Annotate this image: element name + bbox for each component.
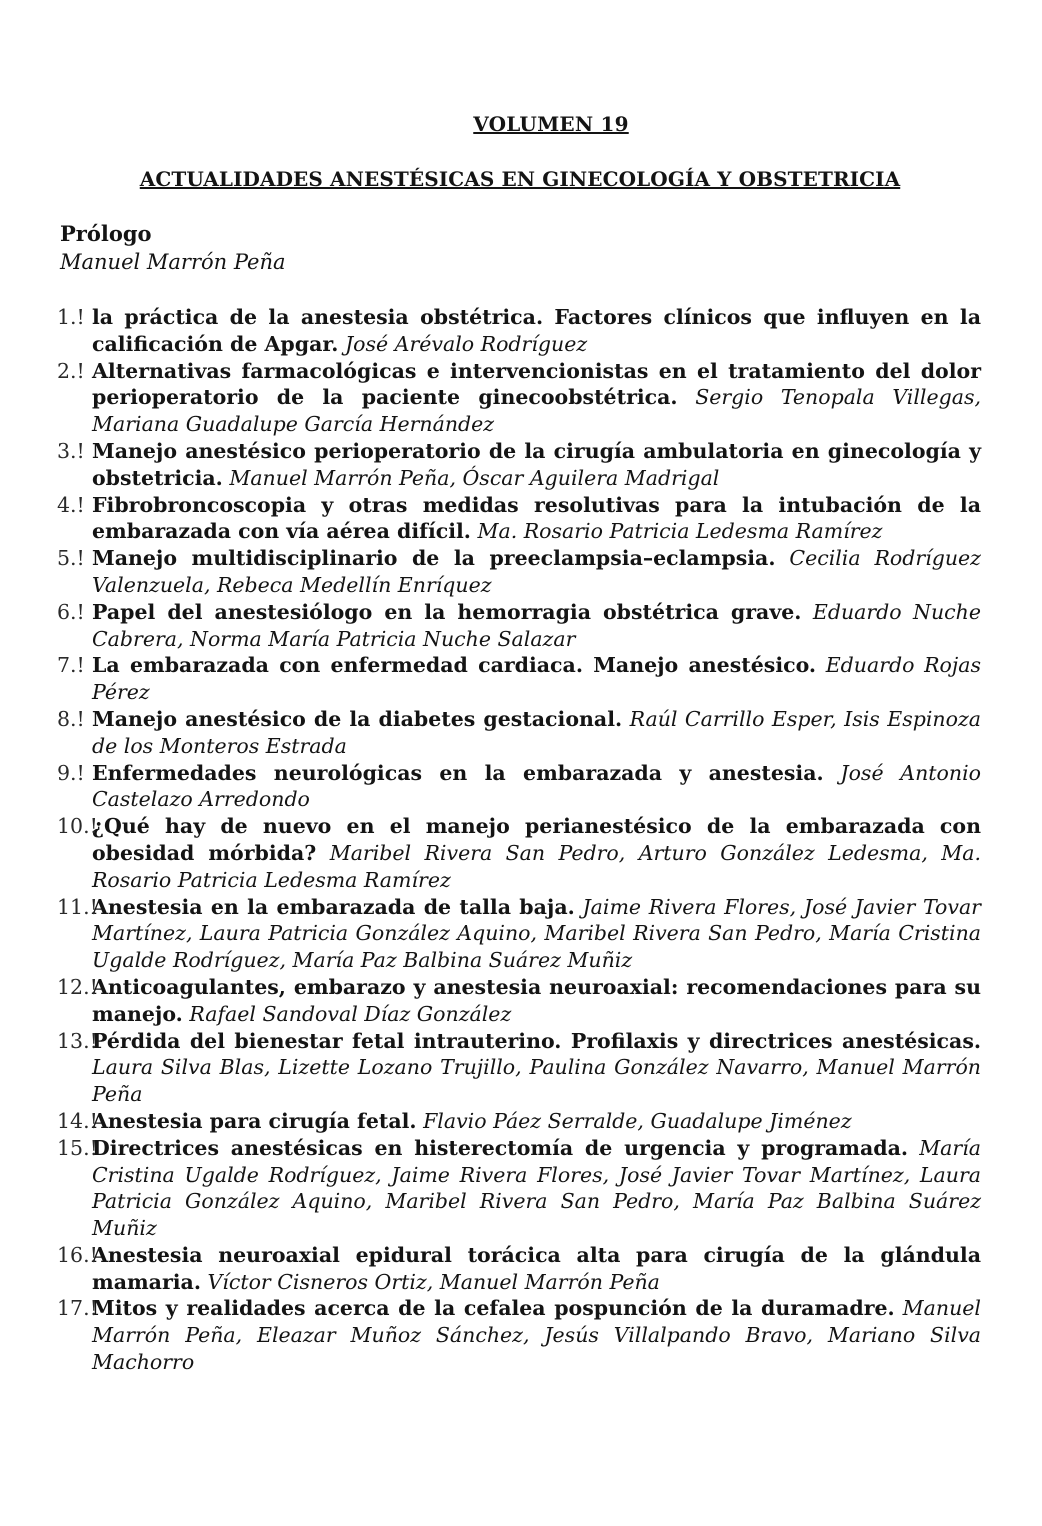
toc-entry-title: Enfermedades neurológicas en la embarazada y anestesia.	[92, 760, 824, 785]
toc-entry	[0, 492, 981, 546]
toc-entry-authors: Jaime Rivera Flores, José Javier Tovar Martínez, Laura Patricia González Aquino, Maribel Rivera San Pedro, María Cristina Ugalde Rodríguez, María Paz Balbina Suárez Muñiz	[92, 894, 981, 973]
toc-entry-title: Papel del anestesiólogo en la hemorragia obstétrica grave.	[92, 599, 802, 624]
toc-entry-authors: Rafael Sandoval Díaz González	[189, 1001, 512, 1026]
toc-entry-authors: Eduardo Nuche Cabrera, Norma María Patricia Nuche Salazar	[92, 599, 981, 651]
toc-entry-title: Alternativas farmacológicas e intervencionistas en el tratamiento del dolor perioperatorio de la paciente ginecoobstétrica.	[92, 358, 981, 410]
toc-entry-title: la práctica de la anestesia obstétrica. Factores clínicos que influyen en la calificación de Apgar.	[92, 305, 981, 356]
toc-entry-title: La embarazada con enfermedad cardiaca. Manejo anestésico.	[92, 653, 817, 678]
toc-entry-title: Mitos y realidades acerca de la cefalea pospunción de la duramadre.	[92, 1296, 895, 1321]
toc-entry-title: Fibrobroncoscopia y otras medidas resolutivas para la intubación de la embarazada con vía aérea difícil.	[92, 492, 981, 544]
toc-entry	[0, 1028, 981, 1108]
toc-entry-authors: Sergio Tenopala Villegas, Mariana Guadalupe García Hernández	[92, 385, 981, 437]
toc-entry-number: 8.!	[57, 706, 85, 731]
toc-entry-title: Manejo anestésico perioperatorio de la cirugía ambulatoria en ginecología y obstetricia.	[92, 438, 981, 490]
toc-entry-number: 4.!	[57, 492, 85, 517]
toc-entry	[0, 304, 981, 358]
volume-title: VOLUMEN 19	[473, 112, 629, 136]
prologue-author: Manuel Marrón Peña	[60, 250, 286, 274]
toc-entry-authors: Flavio Páez Serralde, Guadalupe Jiménez	[423, 1108, 852, 1133]
prologue-section	[60, 220, 286, 276]
toc-entry	[0, 358, 981, 438]
toc-entry	[0, 974, 981, 1028]
toc-entry	[0, 599, 981, 653]
toc-entry	[0, 1242, 981, 1296]
toc-entry-title: Anticoagulantes, embarazo y anestesia neuroaxial: recomendaciones para su manejo.	[92, 974, 981, 1026]
toc-entry-number: 1.!	[57, 305, 85, 329]
toc-entry-title: Anestesia neuroaxial epidural torácica alta para cirugía de la glándula mamaria.	[92, 1242, 981, 1294]
toc-entry-title: Pérdida del bienestar fetal intrauterino. Profilaxis y directrices anestésicas.	[92, 1028, 981, 1053]
toc-entry-number: 15.!	[57, 1135, 98, 1160]
toc-entry	[0, 1135, 981, 1242]
toc-entry-authors: José Antonio Castelazo Arredondo	[92, 760, 981, 812]
toc-entry-number: 13.!	[57, 1028, 98, 1053]
toc-entry-authors: Raúl Carrillo Esper, Isis Espinoza de los Monteros Estrada	[92, 706, 981, 758]
toc-entry	[0, 545, 981, 599]
toc-entry	[0, 760, 981, 814]
prologue-label: Prólogo	[60, 221, 152, 246]
toc-entry	[0, 438, 981, 492]
toc-entry-number: 11.!	[57, 894, 98, 919]
toc-entry	[0, 652, 981, 706]
toc-entry-authors: María Cristina Ugalde Rodríguez, Jaime Rivera Flores, José Javier Tovar Martínez, Laura Patricia González Aquino, Maribel Rivera San Pedro, María Paz Balbina Suárez Muñiz	[92, 1135, 981, 1241]
toc-entry-title: Directrices anestésicas en histerectomía de urgencia y programada.	[92, 1135, 909, 1160]
toc-entry-authors: José Arévalo Rodríguez	[344, 331, 588, 356]
toc-entry-authors: Víctor Cisneros Ortiz, Manuel Marrón Peña	[207, 1269, 660, 1294]
toc-entry-number: 2.!	[57, 358, 85, 383]
toc-entry-number: 16.!	[57, 1242, 98, 1267]
toc-entry-number: 3.!	[57, 438, 85, 463]
toc-entry	[0, 813, 981, 893]
toc-entry-number: 17.!	[57, 1296, 98, 1321]
book-title: ACTUALIDADES ANESTÉSICAS EN GINECOLOGÍA Y OBSTETRICIA	[139, 167, 901, 191]
toc-entry-number: 9.!	[57, 760, 85, 785]
toc-entry-authors: Manuel Marrón Peña, Eleazar Muñoz Sánchez, Jesús Villalpando Bravo, Mariano Silva Machorro	[92, 1296, 981, 1375]
toc-entry-authors: Manuel Marrón Peña, Óscar Aguilera Madrigal	[229, 465, 720, 490]
toc-entry-title: ¿Qué hay de nuevo en el manejo perianestésico de la embarazada con obesidad mórbida?	[92, 814, 981, 865]
toc-entry-authors: Laura Silva Blas, Lizette Lozano Trujillo, Paulina González Navarro, Manuel Marrón Peña	[92, 1055, 981, 1107]
toc-entry-authors: Eduardo Rojas Pérez	[92, 653, 981, 705]
toc-entry-number: 10.!	[57, 814, 98, 839]
toc-entry-number: 6.!	[57, 599, 85, 624]
toc-entry-authors: Cecilia Rodríguez Valenzuela, Rebeca Medellín Enríquez	[92, 546, 981, 597]
toc-entry	[0, 1295, 981, 1375]
toc-entry-title: Manejo anestésico de la diabetes gestacional.	[92, 706, 623, 731]
toc-entry	[0, 706, 981, 760]
toc-entry-number: 12.!	[57, 974, 98, 999]
toc-entry	[0, 1108, 981, 1135]
table-of-contents	[0, 304, 1042, 1376]
toc-entry-number: 5.!	[57, 546, 85, 571]
toc-entry-title: Anestesia para cirugía fetal.	[92, 1108, 417, 1133]
toc-entry	[0, 894, 981, 974]
toc-entry-authors: Ma. Rosario Patricia Ledesma Ramírez	[477, 519, 883, 544]
toc-entry-title: Manejo multidisciplinario de la preeclampsia–eclampsia.	[92, 546, 776, 571]
toc-entry-number: 7.!	[57, 653, 85, 678]
toc-entry-number: 14.!	[57, 1108, 98, 1133]
toc-entry-authors: Maribel Rivera San Pedro, Arturo González Ledesma, Ma. Rosario Patricia Ledesma Ramírez	[92, 840, 981, 892]
toc-entry-title: Anestesia en la embarazada de talla baja.	[92, 894, 575, 919]
